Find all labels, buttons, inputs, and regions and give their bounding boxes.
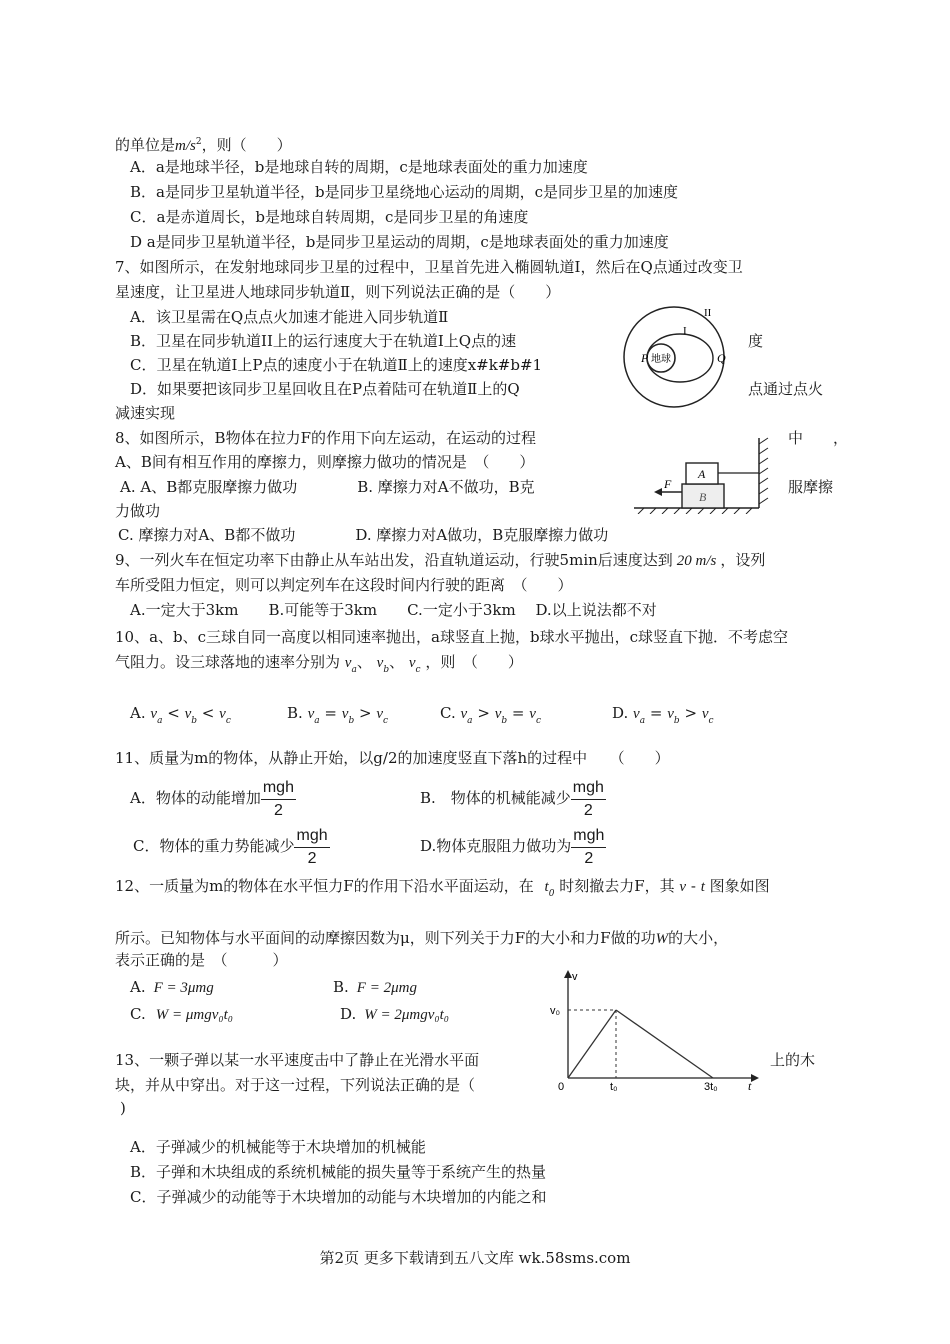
q11-option-a: A．物体的动能增加 $\frac{\text{mgh}}{2}$ xyxy=(130,778,294,819)
q8-option-cd: C. 摩擦力对A、B都不做功 D. 摩擦力对A做功，B克服摩擦力做功 xyxy=(118,526,609,544)
q10-option-d: D. $v_a = v_b > v_c$ xyxy=(612,704,714,726)
q8-stem-1: 8、如图所示，B物体在拉力F的作用下向左运动，在运动的过程 xyxy=(115,429,536,447)
vt-graph xyxy=(548,966,763,1094)
force-f-label: F xyxy=(664,477,672,491)
q7-stem-1: 7、如图所示，在发射地球同步卫星的过程中，卫星首先进入椭圆轨道I，然后在Q点通过改变卫 xyxy=(115,258,743,276)
page-footer: 第2页 更多下载请到五八文库 wk.58sms.com xyxy=(319,1249,631,1267)
q11-option-c: C．物体的重力势能减少 $\frac{\text{mgh}}{2}$ xyxy=(133,826,328,867)
t-axis-label: t xyxy=(748,1079,752,1093)
q7-option-c: C．卫星在轨道I上P点的速度小于在轨道Ⅱ上的速度x#k#b#1 xyxy=(130,356,543,374)
q12-option-b: B. F = 2μmg xyxy=(333,978,417,996)
q12-option-c: C. W = μmgv₀t₀ xyxy=(130,1005,233,1023)
q7-option-b: B．卫星在同步轨道II上的运行速度大于在轨道I上Q点的速 xyxy=(130,332,517,350)
q8-stem-2: A、B间有相互作用的摩擦力，则摩擦力做功的情况是 （ ） xyxy=(115,453,535,471)
origin-label: 0 xyxy=(558,1081,565,1093)
q9-stem-2: 车所受阻力恒定，则可以判定列车在这段时间内行驶的距离 （ ） xyxy=(115,576,573,594)
q7-option-d-cont: 减速实现 xyxy=(115,404,176,422)
q12-stem-3: 表示正确的是 （ ） xyxy=(115,951,288,969)
q13-stem-2: 块，并从中穿出。对于这一过程，下列说法正确的是（ xyxy=(115,1076,476,1094)
option-a: A．a是地球半径，b是地球自转的周期，c是地球表面处的重力加速度 xyxy=(130,158,588,176)
point-p-label: P xyxy=(641,351,649,365)
orbit-2-label: II xyxy=(704,307,712,319)
block-b-label: B xyxy=(699,490,707,504)
earth-label: 地球 xyxy=(651,354,671,365)
q10-stem-2: 气阻力。设三球落地的速率分别为 $v_a$、 $v_b$、 $v_c$ ，则 （ ） xyxy=(115,653,523,675)
q10-option-a: A. $v_a < v_b < v_c$ xyxy=(130,704,231,726)
q7-option-b-end: 度 xyxy=(748,332,764,350)
q12-stem-2: 所示。已知物体与水平面间的动摩擦因数为μ，则下列关于力F的大小和力F做的功W的大小， xyxy=(115,929,729,947)
q7-option-a: A．该卫星需在Q点点火加速才能进入同步轨道Ⅱ xyxy=(130,308,449,326)
t3-label: 3t₀ xyxy=(704,1081,718,1093)
v-axis-label: v xyxy=(572,971,578,983)
q13-stem-1: 13、一颗子弹以某一水平速度击中了静止在光滑水平面 xyxy=(115,1051,480,1069)
q11-stem: 11、质量为m的物体，从静止开始，以g/2的加速度竖直下落h的过程中 （ ） xyxy=(115,749,670,767)
option-d: D a是同步卫星轨道半径，b是同步卫星运动的周期，c是地球表面处的重力加速度 xyxy=(130,233,669,251)
q7-option-d-end: 点通过点火 xyxy=(748,380,824,398)
q12-stem-1: 12、一质量为m的物体在水平恒力F的作用下沿水平面运动，在 $t_0$ 时刻撤去力F，其 v - t 图象如图 xyxy=(115,877,770,899)
line-unit: 的单位是$m/s^2$，则（ ） xyxy=(115,136,292,154)
q13-stem-1-end: 上的木 xyxy=(770,1051,816,1069)
q13-option-b: B．子弹和木块组成的系统机械能的损失量等于系统产生的热量 xyxy=(130,1163,547,1181)
q8-option-ab: A. A、B都克服摩擦力做功 B. 摩擦力对A不做功，B克 xyxy=(120,478,535,496)
q10-option-b: B. $v_a = v_b > v_c$ xyxy=(287,704,389,726)
point-q-label: Q xyxy=(717,351,726,365)
v0-label: v₀ xyxy=(550,1005,561,1017)
q7-option-d: D．如果要把该同步卫星回收且在P点着陆可在轨道Ⅱ上的Q xyxy=(130,380,520,398)
t0-label: t₀ xyxy=(610,1081,618,1093)
q11-option-d: D.物体克服阻力做功为 $\frac{\text{mgh}}{2}$ xyxy=(420,826,605,867)
q9-stem-1: 9、一列火车在恒定功率下由静止从车站出发，沿直轨道运动，行驶5min后速度达到 20 m/s ，设列 xyxy=(115,551,766,569)
q13-stem-3: ) xyxy=(120,1099,126,1117)
q11-option-b: B. 物体的机械能减少 $\frac{\text{mgh}}{2}$ xyxy=(420,778,604,819)
q8-stem-1-end: 中 ， xyxy=(788,429,849,447)
orbit-figure xyxy=(616,302,748,410)
q13-option-a: A．子弹减少的机械能等于木块增加的机械能 xyxy=(130,1138,426,1156)
block-figure xyxy=(634,434,774,514)
q10-stem-1: 10、a、b、c三球自同一高度以相同速率抛出，a球竖直上抛，b球水平抛出，c球竖直下抛．不考虑空 xyxy=(115,628,788,646)
block-a-label: A xyxy=(698,467,706,481)
option-c: C．a是赤道周长，b是地球自转周期，c是同步卫星的角速度 xyxy=(130,208,529,226)
q8-option-ab-cont: 力做功 xyxy=(115,502,161,520)
orbit-1-label: I xyxy=(683,325,687,337)
q10-option-c: C. $v_a > v_b = v_c$ xyxy=(440,704,541,726)
option-b: B．a是同步卫星轨道半径，b是同步卫星绕地心运动的周期，c是同步卫星的加速度 xyxy=(130,183,678,201)
q12-option-a: A. F = 3μmg xyxy=(130,978,214,996)
q9-options: A.一定大于3km B.可能等于3km C.一定小于3km D.以上说法都不对 xyxy=(130,601,657,619)
q7-stem-2: 星速度，让卫星进人地球同步轨道Ⅱ，则下列说法正确的是（ ） xyxy=(115,283,561,301)
q12-option-d: D. W = 2μmgv₀t₀ xyxy=(340,1005,449,1023)
q13-option-c: C．子弹减少的动能等于木块增加的动能与木块增加的内能之和 xyxy=(130,1188,547,1206)
q8-option-ab-end: 服摩擦 xyxy=(788,478,834,496)
